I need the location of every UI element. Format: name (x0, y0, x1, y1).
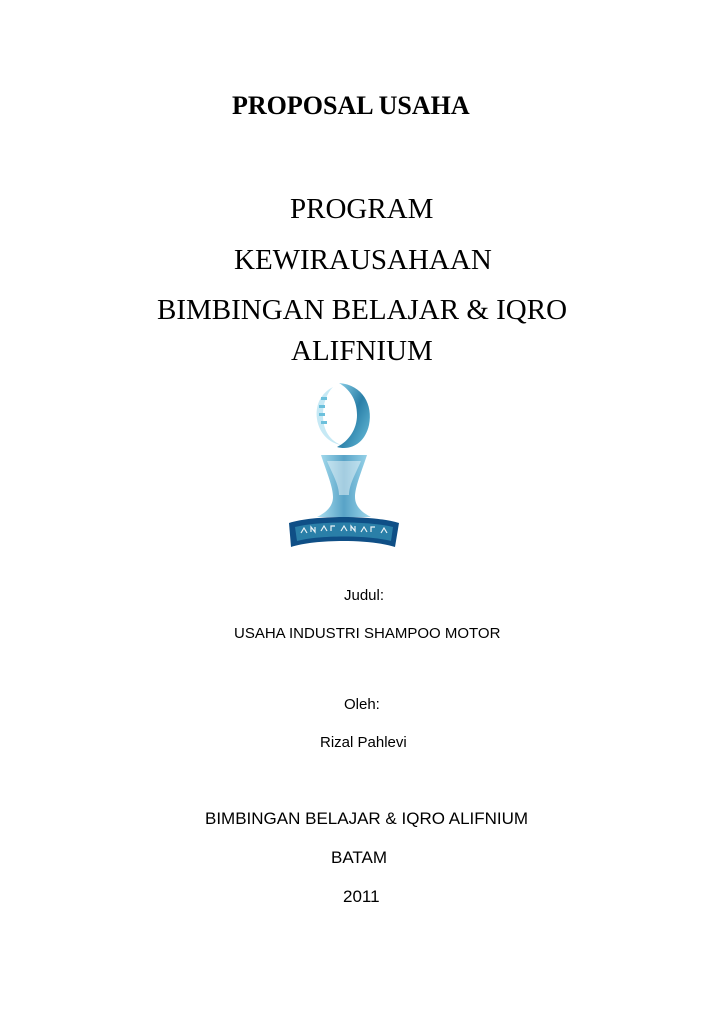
organization-name: BIMBINGAN BELAJAR & IQRO ALIFNIUM (205, 809, 529, 828)
program-title-line-2: KEWIRAUSAHAAN (234, 244, 492, 276)
title-label: Judul: (344, 587, 385, 604)
program-title-line-3: BIMBINGAN BELAJAR & IQRO (157, 294, 568, 326)
author-name: Rizal Pahlevi (320, 734, 407, 751)
alifnium-logo-icon (283, 375, 403, 550)
year: 2011 (343, 887, 380, 906)
program-title-line-1: PROGRAM (290, 193, 434, 225)
author-label: Oleh: (344, 696, 380, 713)
proposal-heading: PROPOSAL USAHA (232, 91, 470, 120)
program-title-line-4: ALIFNIUM (291, 335, 433, 367)
title-value: USAHA INDUSTRI SHAMPOO MOTOR (234, 625, 501, 642)
city-name: BATAM (331, 848, 388, 867)
